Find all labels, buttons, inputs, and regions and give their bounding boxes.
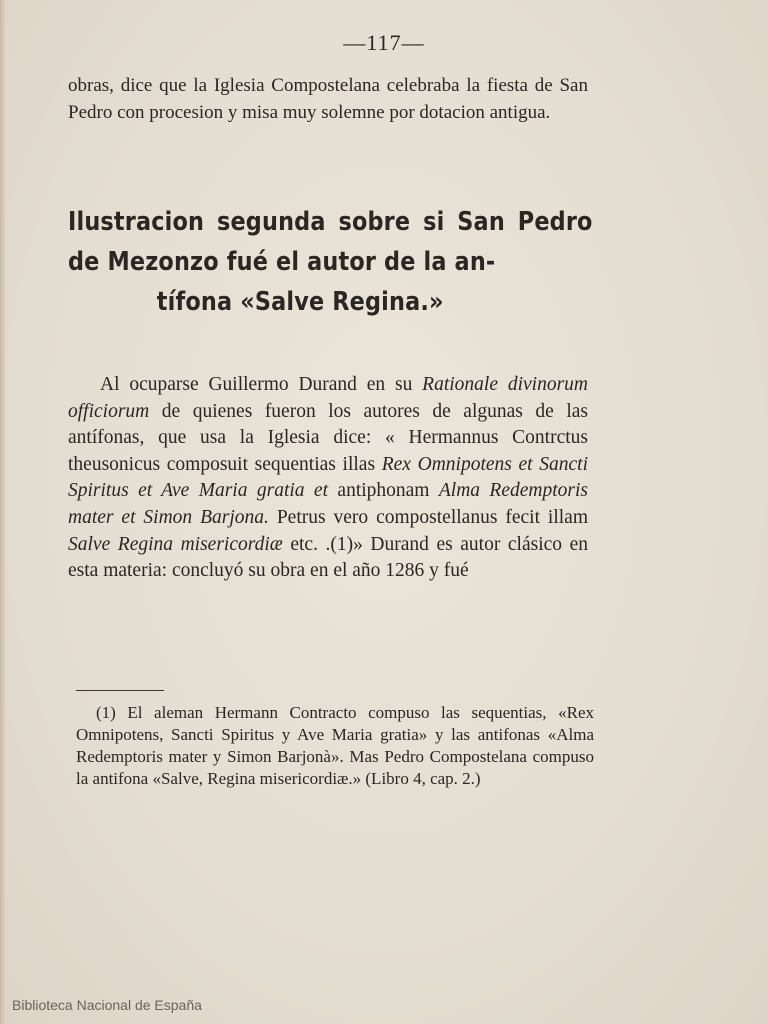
paragraph-italic-4: Salve Regina misericordiæ	[68, 533, 283, 555]
paragraph-italic-2: Rex Omnipotens et Sancti Spiritus et Ave Maria gratia et	[68, 453, 588, 502]
library-watermark: Biblioteca Nacional de España	[12, 997, 202, 1013]
main-paragraph	[68, 372, 588, 585]
footnote-rule	[76, 690, 164, 691]
top-paragraph: obras, dice que la Iglesia Compostelana celebraba la fiesta de San Pedro con procesion y misa muy solemne por dotacion antigua.	[68, 75, 588, 123]
paragraph-text-1: Al ocuparse Guillermo Durand en su	[100, 374, 423, 395]
paragraph-text-2: de quienes fueron los autores de algunas de las antífonas, que usa la Iglesia dice: « Hermannus Contrctus theusonicus composuit sequentias illas	[68, 400, 588, 475]
section-heading	[68, 202, 593, 322]
heading-main: Ilustracion segunda sobre si San Pedro de Mezonzo fué el autor de la an-	[68, 207, 593, 277]
page-number: —117—	[343, 30, 425, 55]
paragraph-italic-3: Alma Redemptoris mater et Simon Barjona.	[68, 480, 588, 528]
footnote: (1) El aleman Hermann Contracto compuso las sequentias, «Rex Omnipotens, Sancti Spiritus y Ave Maria gratia» y las antifonas «Alma Redemptoris mater y Simon Barjonà». Mas Pedro Compostelana compuso la antifona «Salve, Regina misericordiæ.» (Libro 4, cap. 2.)	[76, 703, 594, 788]
paragraph-italic-1: Rationale divinorum officiorum	[68, 374, 588, 422]
heading-last-line: tífona «Salve Regina.»	[156, 287, 444, 317]
paragraph-text-4: Petrus vero compostellanus fecit illam	[268, 506, 588, 528]
page-edge	[0, 0, 6, 1024]
paragraph-text-3: antiphonam	[328, 480, 439, 502]
paragraph-text-5: etc. .(1)» Durand es autor clásico en esta materia: concluyó su obra en el año 1286 y fué	[68, 533, 588, 582]
